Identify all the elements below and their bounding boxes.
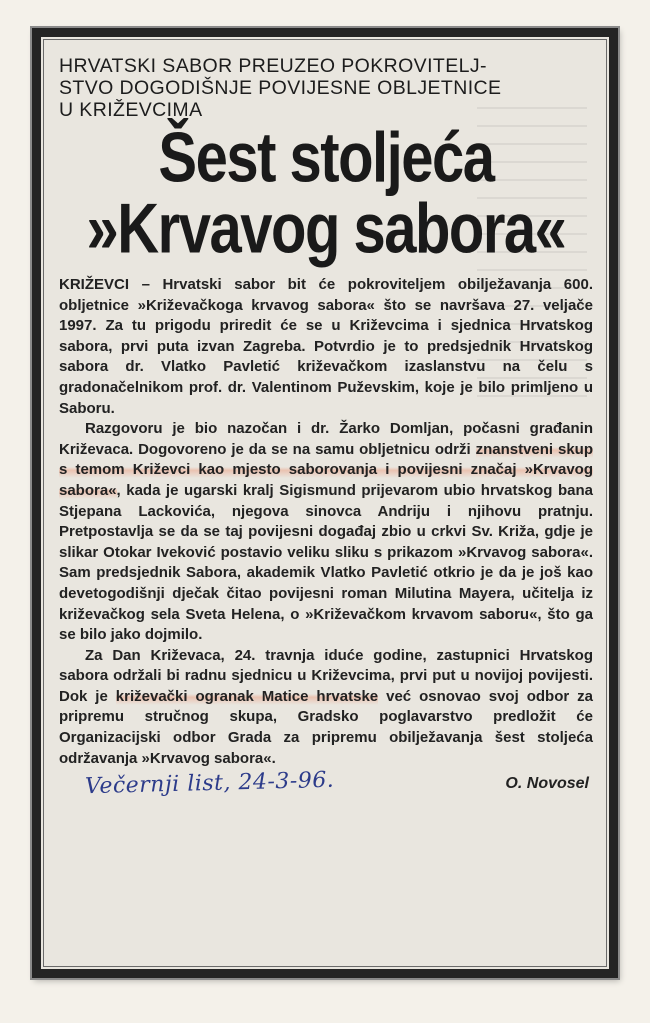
kicker-line: U KRIŽEVCIMA xyxy=(59,99,203,121)
kicker-line: HRVATSKI SABOR PREUZEO POKROVITELJ- xyxy=(59,55,487,77)
paragraph-2-text-b: , kada je ugarski kralj Sigismund prijevarom ubio hrvatskog bana Stjepana Lackovića, njegova sinovca Andriju i njihovu pratnju. Pretpostavlja se da se taj povijesni događaj zbio u crkvi Sv. Križa, gdje je slikar Otokar Iveković postavio veliku sliku s prikazom »Krvavog sabora«. Sam predsjednik Sabora, akademik Vlatko Pavletić otkrio je da je još kao devetogodišnji dječak čitao povijesni roman Milutina Mayera, učitelja iz križevačkog sela Sveta Helena, o »Križevačkom krvavom saboru«, što ga se bilo jako dojmilo. xyxy=(59,481,593,644)
headline-line: Šest stoljeća xyxy=(158,118,494,198)
kicker xyxy=(59,55,593,121)
paragraph-3 xyxy=(59,646,593,770)
kicker-line: STVO DOGODIŠNJE POVIJESNE OBLJETNICE xyxy=(59,77,502,99)
paragraph-3-text-a: Za Dan Križevaca, 24. travnja iduće godine, zastupnici Hrvatskog sabora održali bi radnu sjednicu u Križevcima, prvi put u novijoj povijesti. Dok je xyxy=(59,646,593,705)
author-byline: O. Novosel xyxy=(505,775,589,793)
article-body xyxy=(59,275,593,769)
headline xyxy=(59,118,593,296)
dateline-place: KRIŽEVCI xyxy=(59,276,130,293)
paragraph-1 xyxy=(59,275,593,419)
signature-row xyxy=(59,767,593,805)
newspaper-clipping xyxy=(32,28,618,978)
paragraph-3-text-b: već osnovao svoj odbor za pripremu stručnog skupa, Gradsko poglavarstvo predložit će Organizacijski odbor Grada za pripremu obilježavanja šest stoljeća održavanja »Krvavog sabora«. xyxy=(59,687,593,767)
paragraph-2-text-a: Razgovoru je bio nazočan i dr. Žarko Domljan, počasni građanin Križevaca. Dogovoreno je da se na samu obljetnicu održi xyxy=(59,420,593,458)
paragraph-2 xyxy=(59,419,593,646)
clipping-content xyxy=(59,55,593,955)
headline-line: »Krvavog sabora« xyxy=(86,188,566,269)
highlighted-text: križevački ogranak Matice hrvatske xyxy=(115,687,379,705)
paragraph-1-text: – Hrvatski sabor bit će pokroviteljem obilježavanja 600. obljetnice »Križevačkoga krvavog sabora« što se navršava 27. veljače 1997. Za tu prigodu priredit će se u Križevcima i sjednica Hrvatskog sabora, prvi puta izvan Zagreba. Potvrdio je to predsjednik Hrvatskog sabora dr. Vlatko Pavletić križevačkom izaslanstvu na čelu s gradonačelnikom prof. dr. Valentinom Puževskim, koje je bilo primljeno u Saboru. xyxy=(59,276,593,417)
handwritten-source-note: Večernji list, 24-3-96. xyxy=(84,767,335,800)
highlighted-text: znanstveni skup s temom Križevci kao mjesto saborovanja i povijesni značaj »Krvavog sabora« xyxy=(59,440,593,499)
